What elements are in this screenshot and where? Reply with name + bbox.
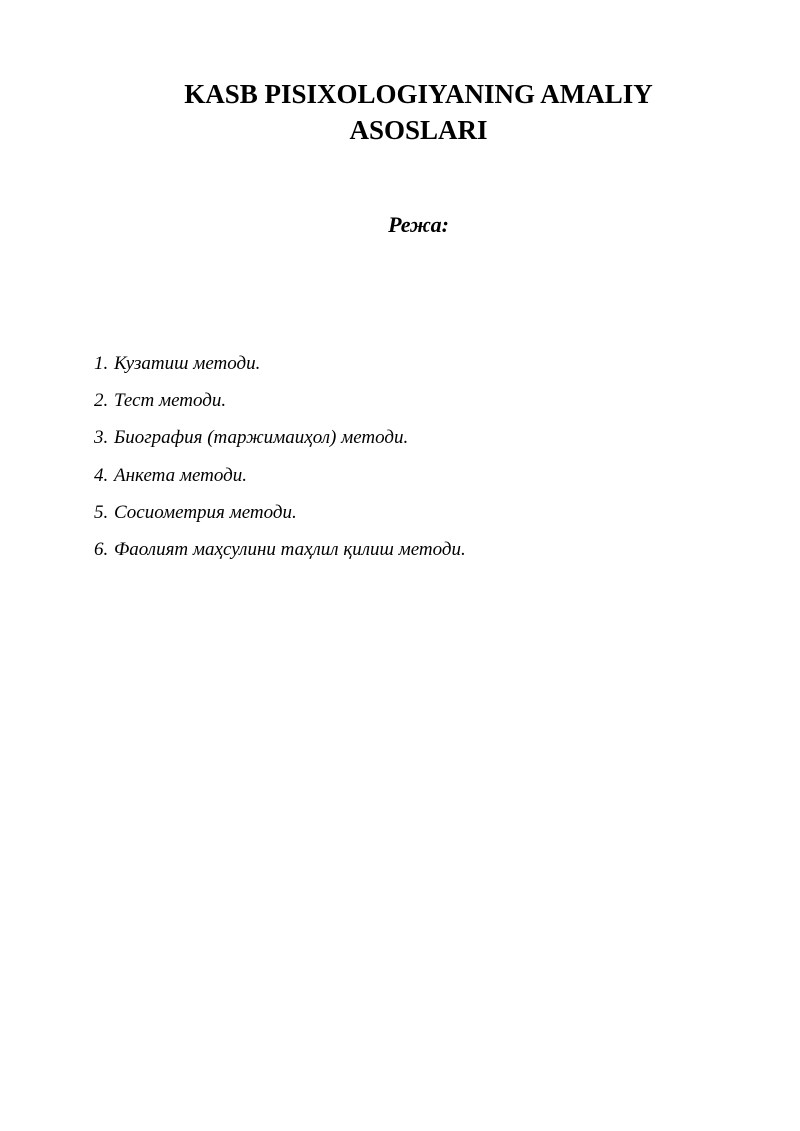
document-title-line-1: KASB PISIXOLOGIYANING AMALIY <box>184 79 653 109</box>
document-title-line-2: ASOSLARI <box>349 115 488 145</box>
plan-item-number: 4. <box>94 464 109 486</box>
plan-item-text: Кузатиш методи. <box>114 353 261 374</box>
plan-heading: Режа: <box>388 212 449 237</box>
plan-item-5 <box>94 498 466 535</box>
plan-item-number: 1. <box>94 353 109 374</box>
plan-item-4 <box>94 461 466 498</box>
plan-item-text: Анкета методи. <box>114 464 247 486</box>
plan-item-number: 5. <box>94 501 109 523</box>
plan-item-text: Биография (таржимаиҳол) методи. <box>114 427 409 449</box>
plan-item-number: 6. <box>94 538 109 560</box>
plan-item-2 <box>94 386 466 423</box>
plan-item-number: 3. <box>94 427 109 449</box>
plan-item-3 <box>94 423 466 460</box>
plan-item-6 <box>94 535 466 572</box>
plan-item-text: Фаолият маҳсулини таҳлил қилиш методи. <box>114 538 466 560</box>
document-title <box>100 76 737 148</box>
plan-list <box>94 349 466 572</box>
plan-item-number: 2. <box>94 390 109 412</box>
plan-item-1 <box>94 349 466 386</box>
plan-item-text: Сосиометрия методи. <box>114 501 297 523</box>
plan-item-text: Тест методи. <box>114 390 227 412</box>
